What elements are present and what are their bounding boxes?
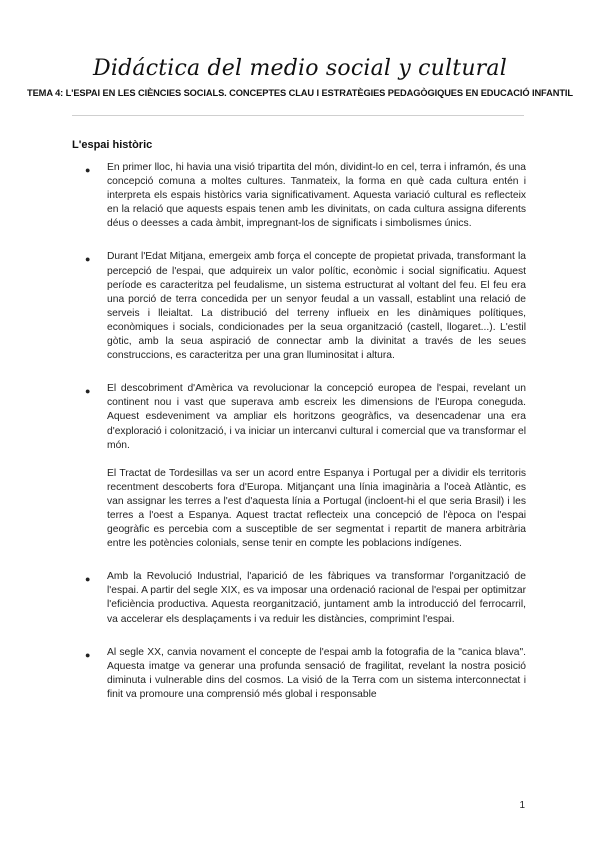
paragraph: El Tractat de Tordesillas va ser un acord entre Espanya i Portugal per a dividir els territoris recentment descoberts fora d'Europa. Mitjançant una línia imaginària a l'oceà Atlàntic, es van assignar les terres a l'est d'aquesta línia a Portugal (incloent-hi el que seria Brasil) i les terres a l'oest a Espanya. Aquest tractat reflecteix una concepció de l'època on l'espai geogràfic es percebia com a susceptible de ser segmentat i repartit de manera arbitrària entre les potències colonials, sense tenir en compte les poblacions indígenes. <box>107 467 526 550</box>
paragraph: El descobriment d'Amèrica va revolucionar la concepció europea de l'espai, revelant un continent nou i vast que superava amb escreix les dimensions de l'Europa coneguda. Aquest esdeveniment va ampliar els horitzons geogràfics, va desencadenar una era d'exploració i colonització, i va iniciar un intercanvi cultural i comercial que va transformar el món. <box>107 383 526 451</box>
document-subtitle: TEMA 4: L'ESPAI EN LES CIÈNCIES SOCIALS. CONCEPTES CLAU I ESTRATÈGIES PEDAGÒGIQUES EN EDUCACIÓ INFANTIL <box>27 88 573 98</box>
bullet-dot-icon: ● <box>85 649 91 660</box>
bullet-item <box>85 250 526 363</box>
page-number: 1 <box>519 800 525 811</box>
bullet-dot-icon: ● <box>85 574 91 585</box>
bullet-item <box>85 161 526 231</box>
bullet-dot-icon: ● <box>85 254 91 265</box>
bullet-item <box>85 646 526 702</box>
header-divider <box>72 115 524 116</box>
paragraph: En primer lloc, hi havia una visió tripartita del món, dividint-lo en cel, terra i inframón, és una concepció comuna a moltes cultures. Tanmateix, la forma en què cada cultura entén i interpreta els espais històrics varia significativament. Aquesta variació cultural es reflecteix en la relació que aquests espais tenen amb les divinitats, on cada cultura assigna diferents déus o deesses a cada àmbit, impregnant-los de significats i simbolismes únics. <box>107 162 526 230</box>
document-title: Didáctica del medio social y cultural <box>93 56 507 81</box>
bullet-item <box>85 570 526 626</box>
bullet-dot-icon: ● <box>85 165 91 175</box>
section-heading: L'espai històric <box>72 139 153 151</box>
content-body <box>85 161 526 721</box>
paragraph: Al segle XX, canvia novament el concepte de l'espai amb la fotografia de la "canica blava". Aquesta imatge va generar una profunda sensació de fragilitat, revelant la nostra posició diminuta i vulnerable dins del cosmos. La visió de la Terra com un sistema interconnectat i finit va promoure una comprensió més global i responsable <box>107 646 526 700</box>
paragraph: Amb la Revolució Industrial, l'aparició de les fàbriques va transformar l'organització de l'espai. A partir del segle XIX, es va imposar una ordenació racional de l'espai per optimitzar l'eficiència productiva. Aquesta reorganització, juntament amb la introducció del ferrocarril, va accelerar els desplaçaments i va reduir les distàncies, comprimint l'espai. <box>107 571 526 625</box>
bullet-dot-icon: ● <box>85 386 91 397</box>
paragraph: Durant l'Edat Mitjana, emergeix amb força el concepte de propietat privada, transformant la percepció de l'espai, que adquireix un valor polític, econòmic i social significatiu. Aquest període es caracteritza pel feudalisme, un sistema estructurat al voltant del feu. El feu era una porció de terra concedida per un senyor feudal a un vassall, establint una relació de serveis i lleialtat. La distribució del terreny influeix en les dinàmiques polítiques, econòmiques i socials, condicionades per la seua organització (castell, llogaret...). L'estil gòtic, amb la seua aspiració de connectar amb la divinitat a través de les seues construccions, es caracteritza per una gran lluminositat i altura. <box>107 251 526 362</box>
bullet-item <box>85 382 526 551</box>
